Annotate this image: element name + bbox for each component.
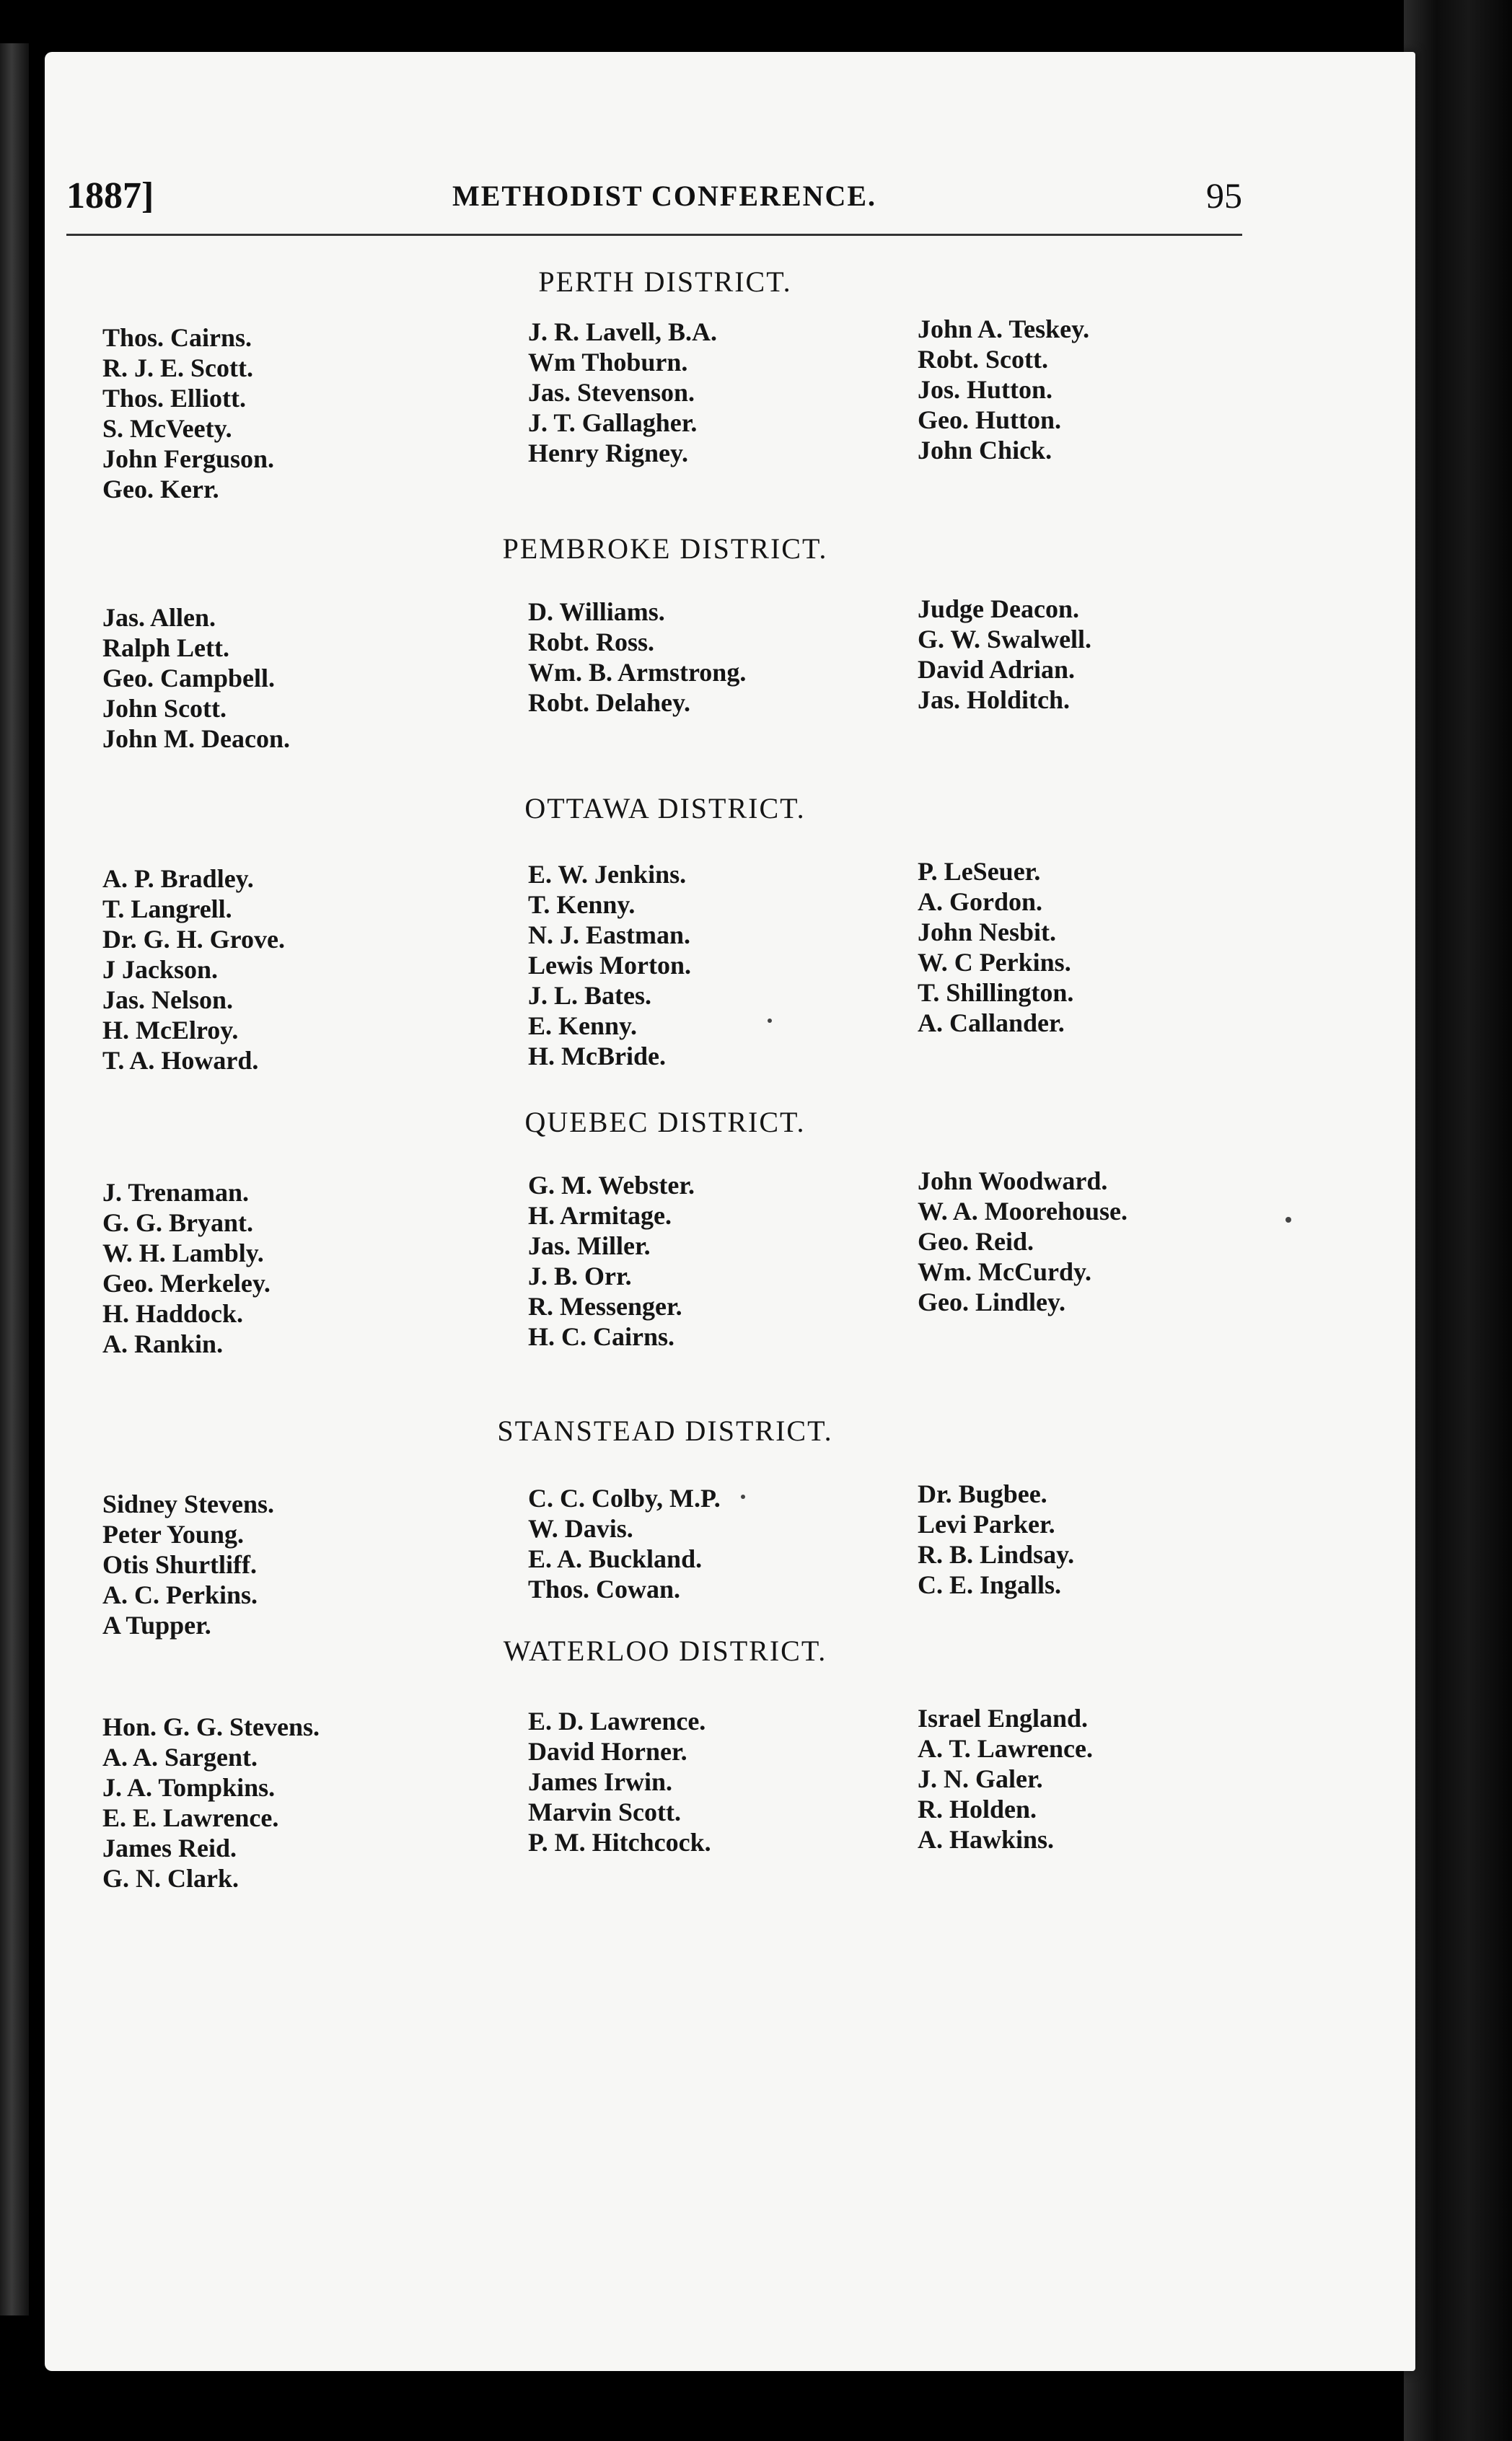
district-column bbox=[528, 1170, 695, 1352]
scan-left-edge bbox=[0, 43, 29, 2315]
district-heading: PEMBROKE DISTRICT. bbox=[502, 532, 828, 565]
member-name: Jas. Allen. bbox=[102, 603, 216, 632]
district-column bbox=[102, 322, 274, 504]
member-name: S. McVeety. bbox=[102, 414, 232, 443]
member-name: H. Haddock. bbox=[102, 1299, 244, 1328]
member-name: N. J. Eastman. bbox=[528, 920, 691, 949]
member-name: R. Messenger. bbox=[528, 1292, 682, 1321]
member-name: E. Kenny. bbox=[528, 1011, 638, 1040]
running-head-title: METHODIST CONFERENCE. bbox=[452, 180, 877, 212]
member-name: Otis Shurtliff. bbox=[102, 1550, 258, 1579]
member-name: P. M. Hitchcock. bbox=[528, 1828, 711, 1857]
member-name: H. Armitage. bbox=[528, 1201, 672, 1230]
district-column bbox=[528, 597, 746, 718]
district-heading: PERTH DISTRICT. bbox=[538, 265, 792, 298]
member-name: Geo. Kerr. bbox=[102, 475, 219, 503]
member-name: G. M. Webster. bbox=[528, 1171, 695, 1200]
district-column bbox=[102, 1489, 274, 1640]
member-name: Dr. G. H. Grove. bbox=[102, 925, 285, 954]
member-name: Jas. Holditch. bbox=[918, 685, 1071, 714]
member-name: G. N. Clark. bbox=[102, 1864, 239, 1893]
member-name: J. R. Lavell, B.A. bbox=[528, 317, 718, 346]
member-name: J. L. Bates. bbox=[528, 981, 651, 1010]
member-name: Lewis Morton. bbox=[528, 951, 691, 980]
member-name: A. A. Sargent. bbox=[102, 1743, 258, 1772]
member-name: Wm. B. Armstrong. bbox=[528, 658, 747, 687]
member-name: John Nesbit. bbox=[918, 918, 1057, 946]
member-name: Hon. G. G. Stevens. bbox=[102, 1712, 320, 1741]
member-name: A Tupper. bbox=[102, 1611, 211, 1640]
member-name: H. C. Cairns. bbox=[528, 1322, 675, 1351]
member-name: John Ferguson. bbox=[102, 444, 275, 473]
member-name: John Scott. bbox=[102, 694, 227, 723]
member-name: Wm. McCurdy. bbox=[918, 1257, 1091, 1286]
member-name: E. W. Jenkins. bbox=[528, 860, 687, 889]
member-name: A. P. Bradley. bbox=[102, 864, 254, 893]
member-name: Jas. Stevenson. bbox=[528, 378, 695, 407]
member-name: Judge Deacon. bbox=[918, 594, 1079, 623]
member-name: T. Shillington. bbox=[918, 978, 1074, 1007]
page-number: 95 bbox=[1206, 175, 1242, 216]
member-name: James Reid. bbox=[102, 1834, 237, 1862]
member-name: Thos. Cowan. bbox=[528, 1575, 681, 1604]
member-name: Sidney Stevens. bbox=[102, 1490, 275, 1518]
member-name: A. Callander. bbox=[918, 1008, 1065, 1037]
member-name: W. A. Moorehouse. bbox=[918, 1197, 1128, 1226]
district-column bbox=[102, 1177, 271, 1359]
district-column bbox=[102, 863, 285, 1076]
member-name: Thos. Elliott. bbox=[102, 384, 247, 413]
member-name: Dr. Bugbee. bbox=[918, 1479, 1047, 1508]
member-name: Thos. Cairns. bbox=[102, 323, 252, 352]
member-name: A. Hawkins. bbox=[918, 1825, 1055, 1854]
district-column bbox=[528, 1483, 721, 1604]
running-head bbox=[66, 175, 1242, 232]
member-name: E. E. Lawrence. bbox=[102, 1803, 279, 1832]
member-name: H. McBride. bbox=[528, 1042, 666, 1070]
member-name: J. T. Gallagher. bbox=[528, 408, 698, 437]
running-head-year: 1887] bbox=[66, 175, 154, 216]
district-column bbox=[528, 1706, 711, 1857]
district-column bbox=[918, 856, 1073, 1038]
member-name: T. A. Howard. bbox=[102, 1046, 259, 1075]
district-column bbox=[528, 859, 691, 1071]
district-column bbox=[918, 1703, 1093, 1855]
member-name: Robt. Scott. bbox=[918, 345, 1048, 374]
member-name: A. Rankin. bbox=[102, 1329, 224, 1358]
member-name: J. B. Orr. bbox=[528, 1262, 632, 1290]
district-column bbox=[102, 1712, 320, 1894]
member-name: A. C. Perkins. bbox=[102, 1580, 258, 1609]
member-name: Marvin Scott. bbox=[528, 1798, 681, 1826]
print-speck bbox=[1285, 1217, 1291, 1223]
member-name: G. G. Bryant. bbox=[102, 1208, 254, 1237]
member-name: John M. Deacon. bbox=[102, 724, 290, 753]
member-name: T. Kenny. bbox=[528, 890, 636, 919]
member-name: Levi Parker. bbox=[918, 1510, 1055, 1539]
member-name: R. J. E. Scott. bbox=[102, 353, 253, 382]
print-speck bbox=[768, 1019, 772, 1023]
member-name: P. LeSeuer. bbox=[918, 857, 1041, 886]
member-name: Peter Young. bbox=[102, 1520, 244, 1549]
district-column bbox=[528, 317, 717, 468]
member-name: Geo. Reid. bbox=[918, 1227, 1034, 1256]
member-name: R. Holden. bbox=[918, 1795, 1037, 1824]
district-heading: QUEBEC DISTRICT. bbox=[524, 1106, 806, 1138]
member-name: Jos. Hutton. bbox=[918, 375, 1053, 404]
member-name: Jas. Miller. bbox=[528, 1231, 651, 1260]
member-name: Ralph Lett. bbox=[102, 633, 230, 662]
district-heading: OTTAWA DISTRICT. bbox=[524, 792, 806, 824]
district-column bbox=[102, 602, 290, 754]
district-heading: STANSTEAD DISTRICT. bbox=[497, 1415, 833, 1447]
print-speck bbox=[741, 1495, 745, 1499]
book-page bbox=[45, 52, 1415, 2371]
member-name: W. Davis. bbox=[528, 1514, 633, 1543]
member-name: David Adrian. bbox=[918, 655, 1076, 684]
member-name: Wm Thoburn. bbox=[528, 348, 688, 377]
member-name: Geo. Campbell. bbox=[102, 664, 275, 692]
member-name: W. C Perkins. bbox=[918, 948, 1071, 977]
member-name: Geo. Hutton. bbox=[918, 405, 1062, 434]
header-rule bbox=[66, 234, 1242, 236]
book-spine bbox=[1404, 0, 1512, 2441]
district-column bbox=[918, 594, 1091, 715]
member-name: David Horner. bbox=[528, 1737, 687, 1766]
member-name: Robt. Delahey. bbox=[528, 688, 690, 717]
member-name: J. A. Tompkins. bbox=[102, 1773, 276, 1802]
member-name: C. E. Ingalls. bbox=[918, 1570, 1062, 1599]
member-name: Henry Rigney. bbox=[528, 439, 688, 467]
member-name: H. McElroy. bbox=[102, 1016, 239, 1044]
member-name: John Woodward. bbox=[918, 1166, 1108, 1195]
member-name: Geo. Lindley. bbox=[918, 1288, 1066, 1316]
member-name: C. C. Colby, M.P. bbox=[528, 1484, 721, 1513]
member-name: D. Williams. bbox=[528, 597, 665, 626]
member-name: W. H. Lambly. bbox=[102, 1239, 264, 1267]
member-name: E. A. Buckland. bbox=[528, 1544, 703, 1573]
member-name: Robt. Ross. bbox=[528, 628, 655, 656]
member-name: T. Langrell. bbox=[102, 894, 232, 923]
member-name: J. N. Galer. bbox=[918, 1764, 1043, 1793]
district-heading: WATERLOO DISTRICT. bbox=[503, 1635, 827, 1667]
district-column bbox=[918, 1479, 1074, 1600]
member-name: John Chick. bbox=[918, 436, 1052, 465]
member-name: J Jackson. bbox=[102, 955, 219, 984]
member-name: James Irwin. bbox=[528, 1767, 672, 1796]
member-name: A. Gordon. bbox=[918, 887, 1043, 916]
district-column bbox=[918, 1166, 1128, 1317]
member-name: E. D. Lawrence. bbox=[528, 1707, 706, 1736]
member-name: Geo. Merkeley. bbox=[102, 1269, 271, 1298]
district-column bbox=[918, 314, 1089, 465]
member-name: Jas. Nelson. bbox=[102, 985, 234, 1014]
member-name: R. B. Lindsay. bbox=[918, 1540, 1075, 1569]
member-name: A. T. Lawrence. bbox=[918, 1734, 1093, 1763]
member-name: John A. Teskey. bbox=[918, 315, 1090, 343]
member-name: G. W. Swalwell. bbox=[918, 625, 1092, 654]
member-name: J. Trenaman. bbox=[102, 1178, 250, 1207]
member-name: Israel England. bbox=[918, 1704, 1089, 1733]
